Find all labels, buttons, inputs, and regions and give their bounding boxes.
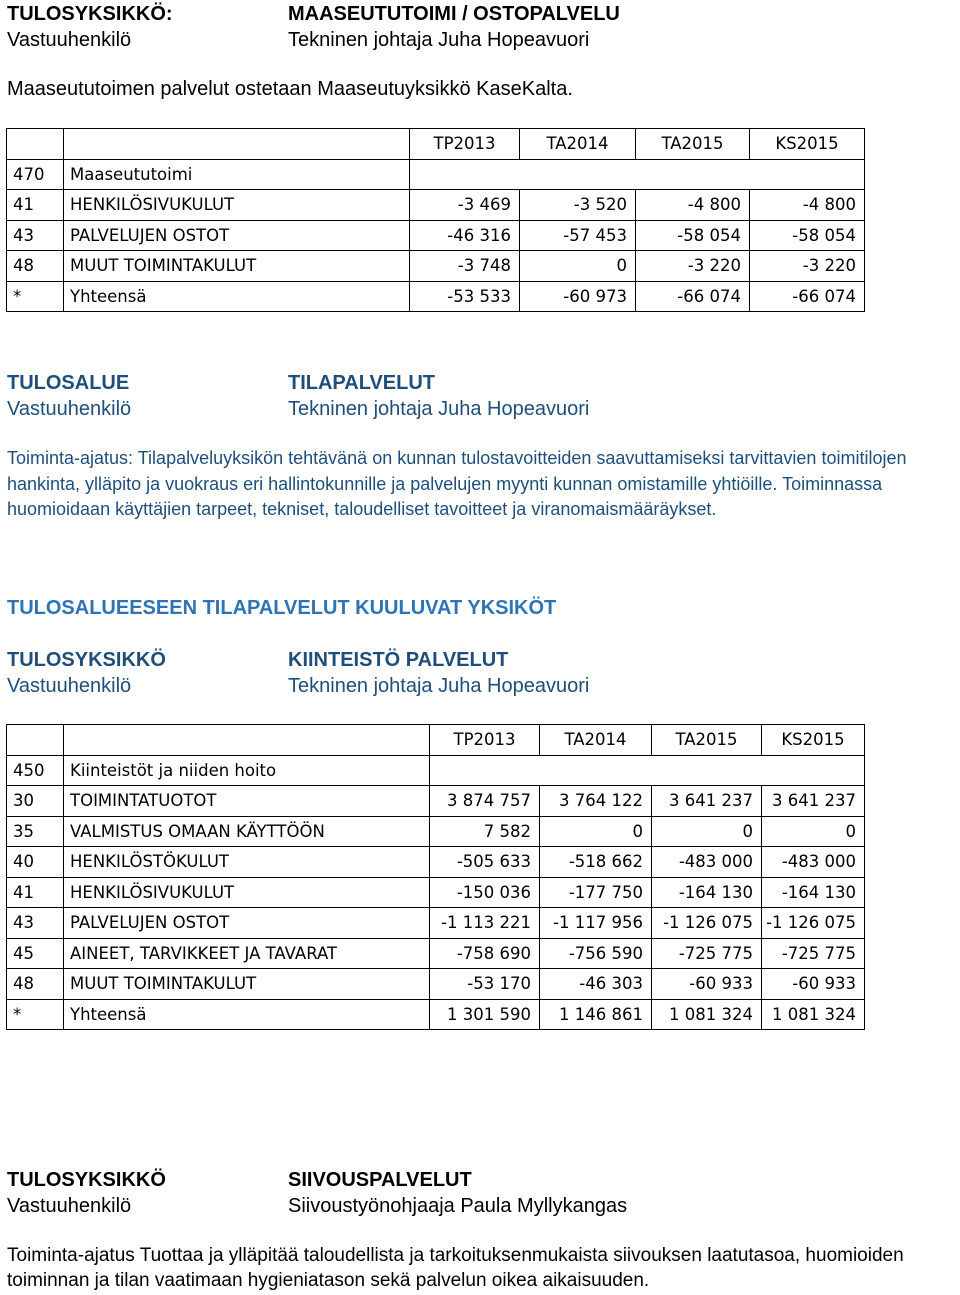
- account-name: TOIMINTATUOTOT: [64, 786, 430, 817]
- account-name: Kiinteistöt ja niiden hoito: [64, 755, 430, 786]
- value-cell: -1 117 956: [540, 908, 652, 939]
- column-header: KS2015: [762, 725, 865, 756]
- value-cell: -756 590: [540, 938, 652, 969]
- value-cell: 0: [652, 816, 762, 847]
- table-row: [7, 908, 865, 939]
- value-cell: -164 130: [762, 877, 865, 908]
- value-cell: -3 469: [410, 190, 520, 221]
- unit-value: KIINTEISTÖ PALVELUT: [288, 649, 509, 671]
- section-heading: TULOSALUEESEEN TILAPALVELUT KUULUVAT YKSIKÖT: [7, 597, 557, 619]
- account-code: 40: [7, 847, 64, 878]
- value-cell: -150 036: [430, 877, 540, 908]
- responsible-label: Vastuuhenkilö: [7, 675, 132, 697]
- value-cell: -58 054: [636, 220, 750, 251]
- account-name: MUUT TOIMINTAKULUT: [64, 251, 410, 282]
- budget-table-maaseututoimi: [6, 128, 865, 312]
- value-cell: 1 081 324: [652, 999, 762, 1030]
- unit-value: MAASEUTUTOIMI / OSTOPALVELU: [288, 3, 620, 25]
- value-cell: -4 800: [636, 190, 750, 221]
- value-cell: -53 533: [410, 281, 520, 312]
- table-row: [7, 816, 865, 847]
- responsible-value: Tekninen johtaja Juha Hopeavuori: [288, 675, 590, 697]
- column-header: TA2015: [652, 725, 762, 756]
- unit-label: TULOSYKSIKKÖ: [7, 649, 166, 671]
- account-code: 30: [7, 786, 64, 817]
- value-cell: -66 074: [636, 281, 750, 312]
- value-cell: -60 973: [520, 281, 636, 312]
- responsible-label: Vastuuhenkilö: [7, 1195, 132, 1217]
- table-row: [7, 251, 865, 282]
- budget-table-kiinteistot: [6, 724, 865, 1030]
- value-cell: -1 113 221: [430, 908, 540, 939]
- value-cell: -60 933: [652, 969, 762, 1000]
- value-cell: -57 453: [520, 220, 636, 251]
- mission-statement: Toiminta-ajatus Tuottaa ja ylläpitää taloudellista ja tarkoituksenmukaista siivouksen laatutasoa, huomioiden toiminnan ja tilan vaatimaan hygieniatason sekä palvelun oikea aikaisuuden.: [7, 1245, 904, 1291]
- value-cell: -58 054: [750, 220, 865, 251]
- account-code: *: [7, 999, 64, 1030]
- value-cell: -3 520: [520, 190, 636, 221]
- account-name: VALMISTUS OMAAN KÄYTTÖÖN: [64, 816, 430, 847]
- unit-label: TULOSYKSIKKÖ: [7, 1169, 166, 1191]
- column-header: TP2013: [410, 129, 520, 160]
- account-name: HENKILÖSIVUKULUT: [64, 877, 430, 908]
- value-cell: 1 301 590: [430, 999, 540, 1030]
- value-cell: 3 641 237: [762, 786, 865, 817]
- value-cell: -758 690: [430, 938, 540, 969]
- account-code: *: [7, 281, 64, 312]
- account-code: 45: [7, 938, 64, 969]
- account-code: 48: [7, 969, 64, 1000]
- value-cell: 1 146 861: [540, 999, 652, 1030]
- value-cell: 3 641 237: [652, 786, 762, 817]
- table-row: [7, 938, 865, 969]
- unit-value: SIIVOUSPALVELUT: [288, 1169, 472, 1191]
- account-name: MUUT TOIMINTAKULUT: [64, 969, 430, 1000]
- value-cell: -4 800: [750, 190, 865, 221]
- value-cell: -725 775: [652, 938, 762, 969]
- value-cell: -1 126 075: [652, 908, 762, 939]
- responsible-value: Tekninen johtaja Juha Hopeavuori: [288, 398, 590, 420]
- value-cell: 7 582: [430, 816, 540, 847]
- value-cell: -3 220: [636, 251, 750, 282]
- value-cell: -725 775: [762, 938, 865, 969]
- value-cell: -66 074: [750, 281, 865, 312]
- account-name: Yhteensä: [64, 281, 410, 312]
- value-cell: 0: [762, 816, 865, 847]
- value-cell: -505 633: [430, 847, 540, 878]
- account-name: Maaseututoimi: [64, 159, 410, 190]
- value-cell: -164 130: [652, 877, 762, 908]
- value-cell: 1 081 324: [762, 999, 865, 1030]
- value-cell: -3 748: [410, 251, 520, 282]
- value-cell: 0: [520, 251, 636, 282]
- value-cell: 3 874 757: [430, 786, 540, 817]
- table-total-row: [7, 999, 865, 1030]
- table-row: [7, 190, 865, 221]
- section-note: Maaseututoimen palvelut ostetaan Maaseutuyksikkö KaseKalta.: [7, 78, 573, 100]
- column-header: TA2015: [636, 129, 750, 160]
- value-cell: -46 303: [540, 969, 652, 1000]
- mission-text: Toiminta-ajatus: Tilapalveluyksikön tehtävänä on kunnan tulostavoitteiden saavuttamiseksi tarvittavien toimitilojen hankinta, ylläpito ja vuokraus eri hallintokunnille ja palvelujen myynti kunnan omistamille yhtiöille.: [7, 448, 907, 494]
- value-cell: -518 662: [540, 847, 652, 878]
- account-name: HENKILÖSTÖKULUT: [64, 847, 430, 878]
- table-group-row: [7, 755, 865, 786]
- table-row: [7, 877, 865, 908]
- value-cell: -483 000: [762, 847, 865, 878]
- account-code: 450: [7, 755, 64, 786]
- value-cell: 0: [540, 816, 652, 847]
- value-cell: -177 750: [540, 877, 652, 908]
- area-value: TILAPALVELUT: [288, 372, 436, 394]
- value-cell: -483 000: [652, 847, 762, 878]
- table-total-row: [7, 281, 865, 312]
- account-name: Yhteensä: [64, 999, 430, 1030]
- account-code: 41: [7, 190, 64, 221]
- table-row: [7, 847, 865, 878]
- column-header: KS2015: [750, 129, 865, 160]
- column-header: TA2014: [520, 129, 636, 160]
- account-name: PALVELUJEN OSTOT: [64, 220, 410, 251]
- account-name: PALVELUJEN OSTOT: [64, 908, 430, 939]
- table-row: [7, 786, 865, 817]
- value-cell: 3 764 122: [540, 786, 652, 817]
- account-name: HENKILÖSIVUKULUT: [64, 190, 410, 221]
- table-header-row: [7, 725, 865, 756]
- account-code: 48: [7, 251, 64, 282]
- account-code: 43: [7, 220, 64, 251]
- table-group-row: [7, 159, 865, 190]
- responsible-label: Vastuuhenkilö: [7, 29, 132, 51]
- mission-text-continued: Toiminnassa huomioidaan käyttäjien tarpeet, tekniset, taloudelliset tavoitteet ja viranomaismääräykset.: [7, 473, 883, 519]
- responsible-value: Siivoustyönohjaaja Paula Myllykangas: [288, 1195, 628, 1217]
- account-code: 470: [7, 159, 64, 190]
- value-cell: -3 220: [750, 251, 865, 282]
- value-cell: -46 316: [410, 220, 520, 251]
- account-name: AINEET, TARVIKKEET JA TAVARAT: [64, 938, 430, 969]
- value-cell: -1 126 075: [762, 908, 865, 939]
- table-header-row: [7, 129, 865, 160]
- column-header: TA2014: [540, 725, 652, 756]
- value-cell: -53 170: [430, 969, 540, 1000]
- responsible-value: Tekninen johtaja Juha Hopeavuori: [288, 29, 590, 51]
- area-label: TULOSALUE: [7, 372, 130, 394]
- account-code: 41: [7, 877, 64, 908]
- mission-statement: [7, 446, 960, 523]
- account-code: 43: [7, 908, 64, 939]
- table-row: [7, 969, 865, 1000]
- value-cell: -60 933: [762, 969, 865, 1000]
- column-header: TP2013: [430, 725, 540, 756]
- unit-label: TULOSYKSIKKÖ:: [7, 3, 173, 25]
- table-row: [7, 220, 865, 251]
- responsible-label: Vastuuhenkilö: [7, 398, 132, 420]
- account-code: 35: [7, 816, 64, 847]
